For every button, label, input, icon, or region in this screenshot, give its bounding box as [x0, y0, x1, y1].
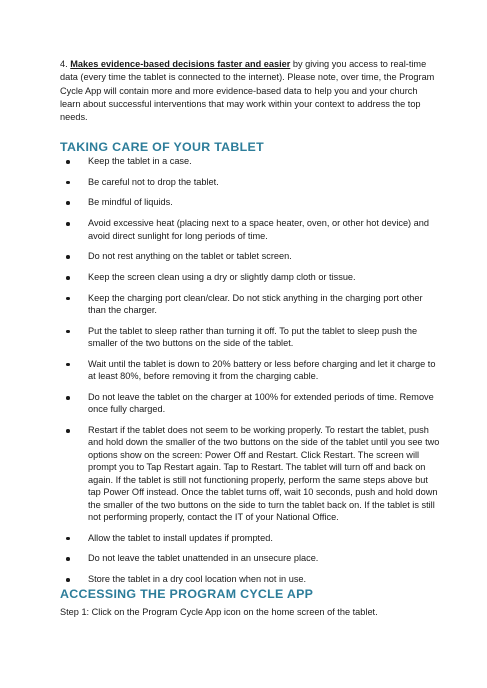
bullet-icon	[66, 160, 70, 164]
intro-text: by giving you access to real-time data (every time the tablet is connected to the internet). Please note, over time, the Program Cycle App will contain more and more evidence-based data to help you and your church learn about successful interventions that may work within your context to address the top needs.	[60, 59, 435, 123]
list-item	[60, 552, 440, 564]
step-1-text: Step 1: Click on the Program Cycle App icon on the home screen of the tablet.	[60, 607, 378, 617]
list-item-text: Store the tablet in a dry cool location when not in use.	[88, 574, 307, 585]
list-item	[60, 196, 440, 208]
list-item	[60, 250, 440, 262]
bullet-icon	[66, 557, 70, 561]
bullet-icon	[66, 363, 70, 367]
section-heading-accessing-app: ACCESSING THE PROGRAM CYCLE APP	[60, 587, 314, 601]
list-item	[60, 176, 440, 188]
list-item-text: Restart if the tablet does not seem to be working properly. To restart the tablet, push and hold down the smaller of the two buttons on the side of the tablet until you see two options show on the screen: Power Off and Restart. Click Restart. The screen will prompt you to Tap Restart again. Tap to Restart. The tablet will turn off and back on again. If the tablet is still not functioning properly, perform the same steps above but tap Power Off instead. Once the tablet turns off, wait 10 seconds, push and hold down the smaller of the two buttons on the side to turn the tablet back on. If the tablet is still not performing properly, contact the IT of your National Office.	[88, 425, 440, 522]
list-item-text: Avoid excessive heat (placing next to a space heater, oven, or other hot device) and avoid direct sunlight for long periods of time.	[88, 218, 429, 241]
list-item-text: Do not rest anything on the tablet or tablet screen.	[88, 251, 292, 262]
bullet-icon	[66, 181, 70, 185]
list-item	[60, 292, 440, 317]
list-item	[60, 217, 440, 242]
list-item	[60, 573, 440, 585]
bullet-icon	[66, 201, 70, 205]
list-item-text: Wait until the tablet is down to 20% battery or less before charging and let it charge to at least 80%, before removing it from the charging cable.	[88, 358, 436, 382]
bullet-icon	[66, 396, 70, 400]
intro-paragraph	[60, 58, 440, 124]
list-item	[60, 391, 440, 416]
list-item-text: Be careful not to drop the tablet.	[88, 176, 219, 187]
list-item-text: Keep the screen clean using a dry or slightly damp cloth or tissue.	[88, 271, 356, 282]
bullet-icon	[66, 578, 70, 582]
list-item	[60, 424, 440, 523]
list-item-text: Keep the tablet in a case.	[88, 156, 192, 166]
list-item-text: Do not leave the tablet unattended in an unsecure place.	[88, 553, 319, 564]
list-item	[60, 532, 440, 544]
list-item-text: Keep the charging port clean/clear. Do not stick anything in the charging port other than the charger.	[88, 292, 423, 316]
intro-number: 4.	[60, 59, 68, 69]
bullet-icon	[66, 537, 70, 541]
list-item-text: Put the tablet to sleep rather than turning it off. To put the tablet to sleep push the smaller of the two buttons on the side of the tablet.	[88, 325, 418, 349]
intro-bold-link: Makes evidence-based decisions faster and easier	[70, 59, 291, 69]
bullet-icon	[66, 222, 70, 226]
bullet-icon	[66, 255, 70, 259]
bullet-icon	[66, 330, 70, 334]
tablet-care-list	[60, 155, 440, 594]
list-item-text: Do not leave the tablet on the charger at 100% for extended periods of time. Remove once fully charged.	[88, 391, 434, 415]
section-heading-tablet-care: TAKING CARE OF YOUR TABLET	[60, 140, 264, 154]
bullet-icon	[66, 297, 70, 301]
list-item	[60, 358, 440, 383]
list-item	[60, 155, 440, 167]
list-item-text: Be mindful of liquids.	[88, 197, 173, 208]
bullet-icon	[66, 276, 70, 280]
bullet-icon	[66, 429, 70, 433]
list-item-text: Allow the tablet to install updates if prompted.	[88, 532, 273, 543]
list-item	[60, 271, 440, 283]
list-item	[60, 325, 440, 350]
